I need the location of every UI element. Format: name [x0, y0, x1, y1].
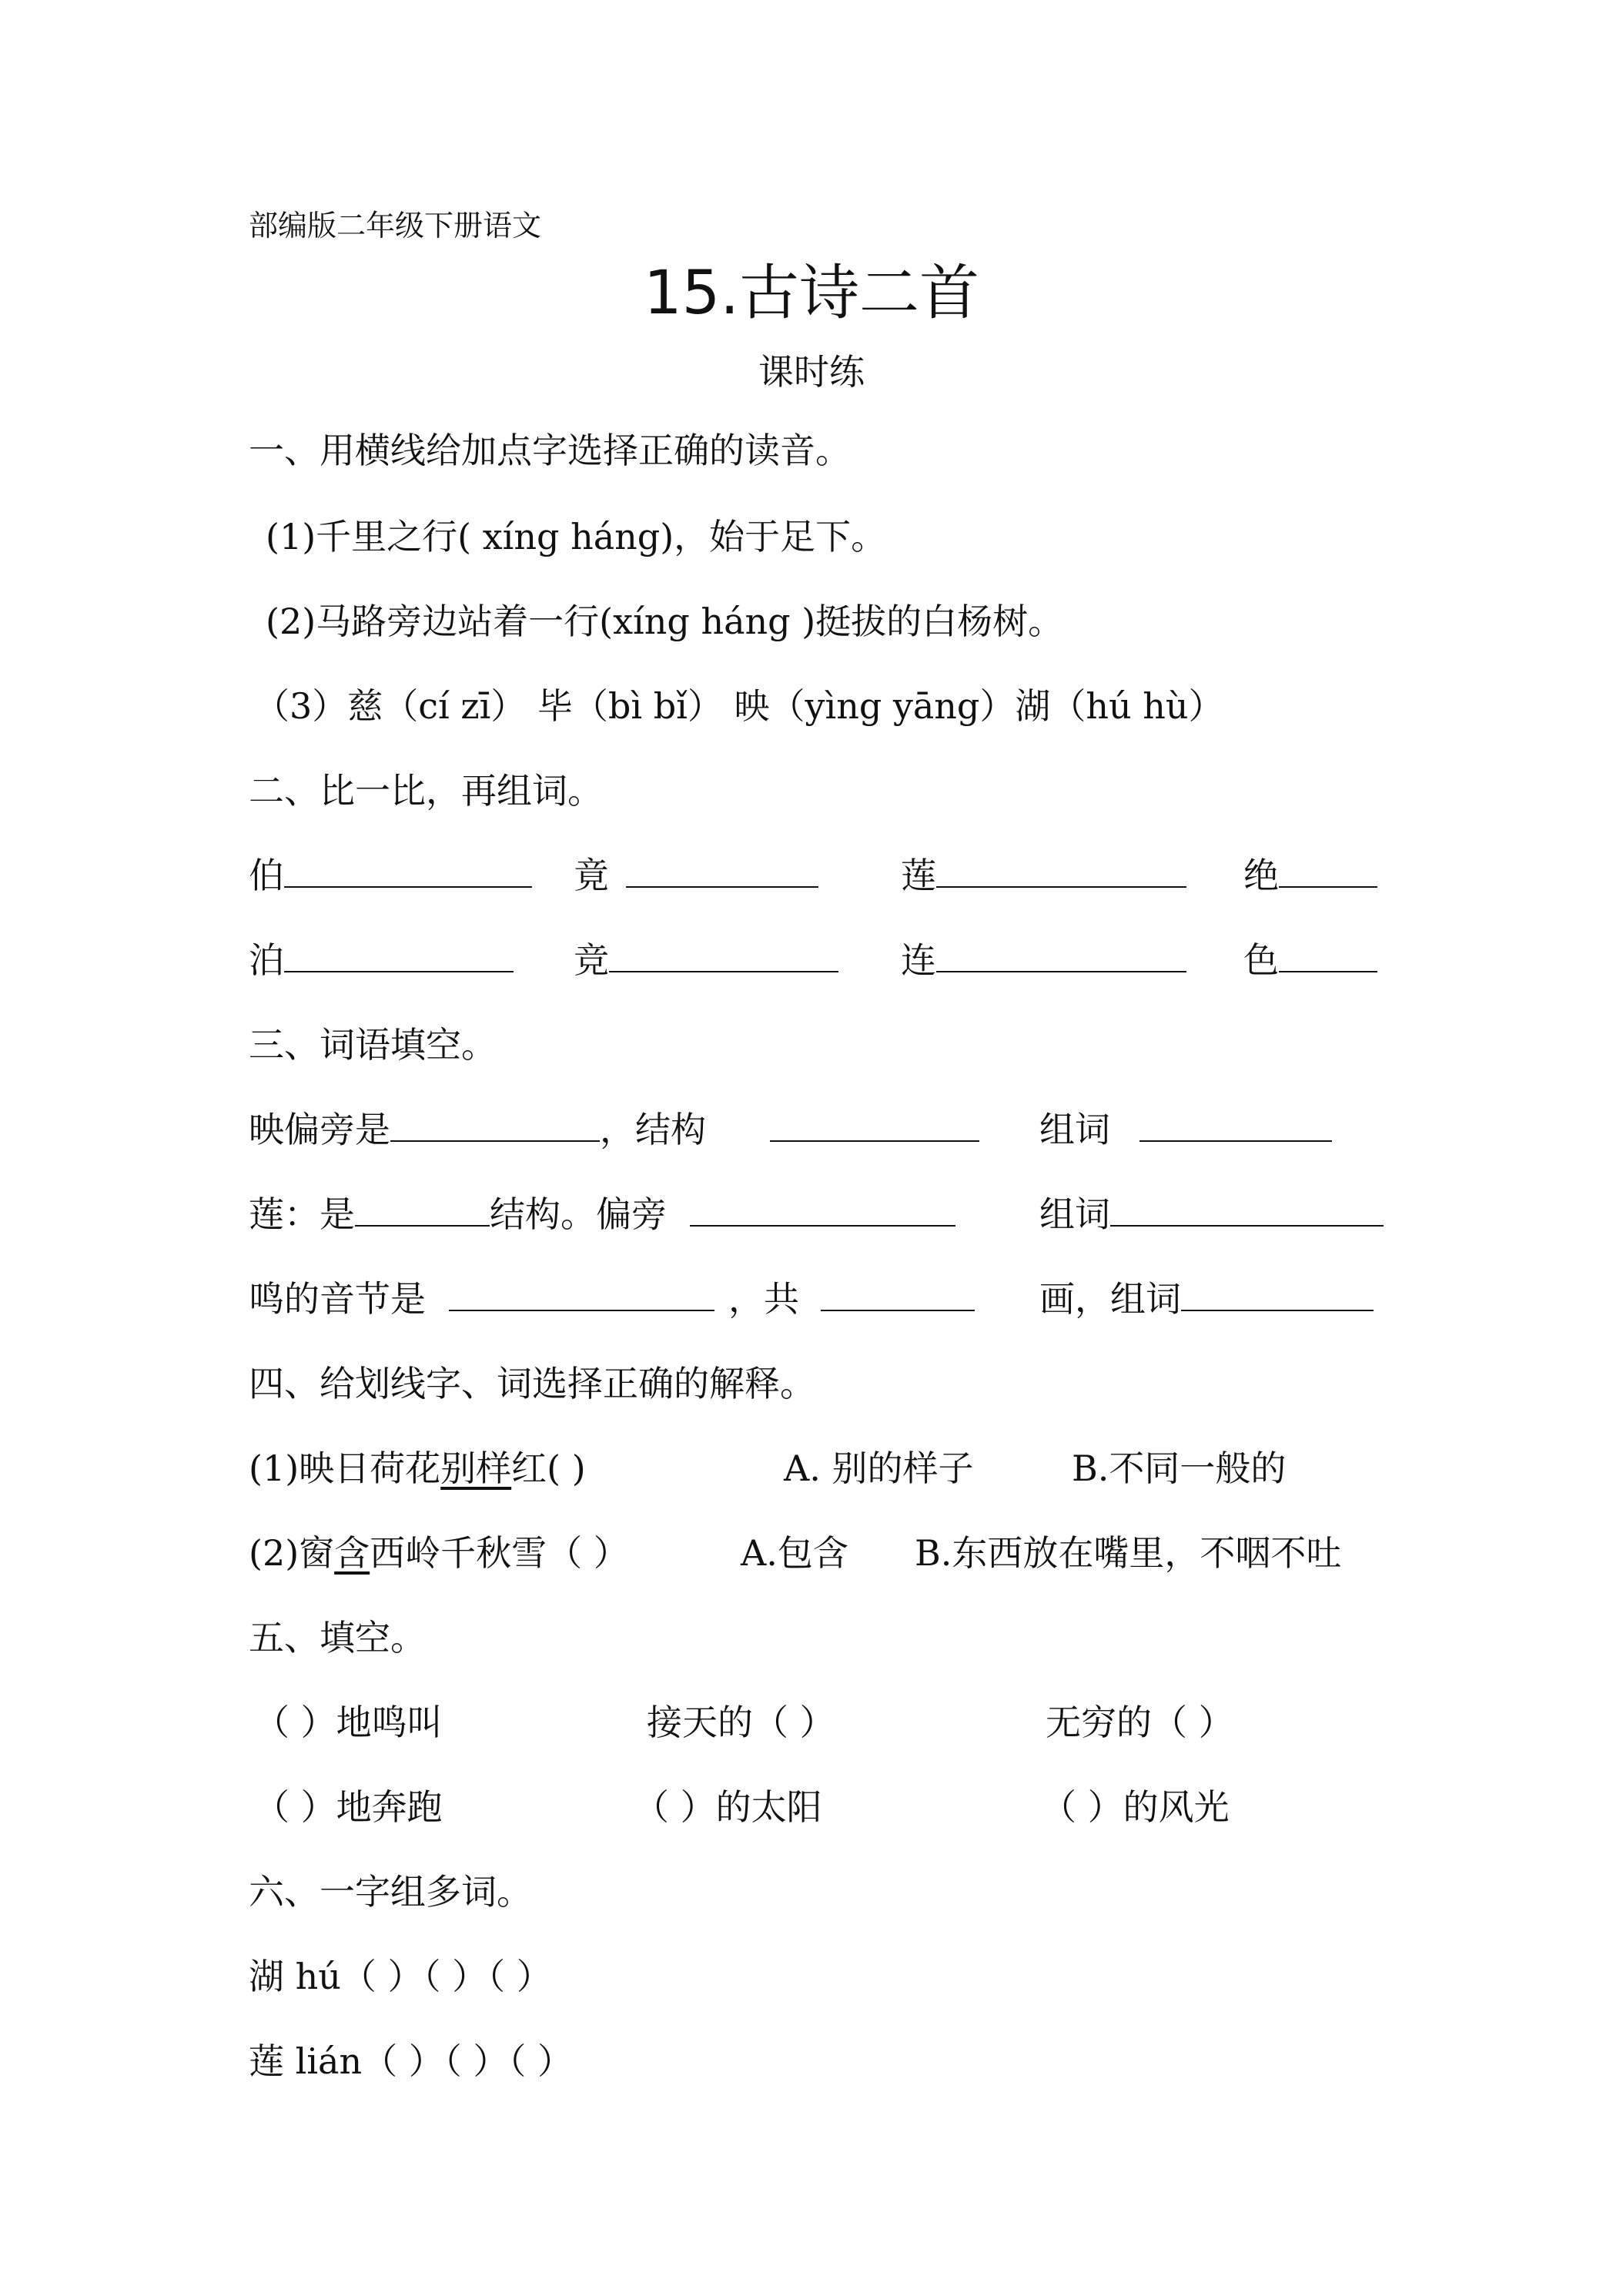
compare-item — [1243, 852, 1377, 899]
section-2-heading: 二、比一比，再组词。 — [249, 770, 603, 812]
section-5-heading: 五、填空。 — [249, 1617, 426, 1658]
compare-char: 伯 — [249, 855, 284, 896]
question-1-1: (1)千里之行( xíng háng)，始于足下。 — [266, 516, 887, 557]
question-1-2: (2)马路旁边站着一行(xíng háng )挺拔的白杨树。 — [266, 601, 1064, 642]
answer-blank[interactable] — [690, 1193, 955, 1227]
answer-blank[interactable] — [284, 854, 532, 888]
fill-text: 结构。偏旁 — [490, 1193, 667, 1235]
answer-blank[interactable] — [609, 939, 838, 972]
fill-line-2 — [249, 1191, 955, 1237]
answer-blank[interactable] — [355, 1193, 490, 1227]
fill-text: 组词 — [1039, 1193, 1110, 1235]
lesson-title: 古诗二首 — [739, 259, 980, 328]
fill-text: 画，组词 — [1039, 1278, 1181, 1320]
fill-line-3 — [249, 1276, 975, 1322]
answer-blank[interactable] — [1110, 1193, 1384, 1227]
compare-char: 绝 — [1243, 855, 1279, 896]
answer-blank[interactable] — [1279, 939, 1377, 972]
fill-line-2-word — [1039, 1191, 1384, 1237]
fill-text: 映偏旁是 — [249, 1109, 390, 1150]
compare-char: 泊 — [249, 939, 284, 981]
fill-phrase: 无穷的（ ） — [1046, 1702, 1234, 1743]
question-text: (2)窗 — [249, 1532, 335, 1574]
compare-item — [249, 937, 514, 983]
page-title — [0, 245, 1623, 331]
fill-phrase: （ ）地鸣叫 — [254, 1702, 443, 1743]
underlined-word: 别样 — [440, 1448, 512, 1489]
answer-blank[interactable] — [821, 1277, 975, 1311]
compare-item — [249, 852, 532, 899]
question-4-2 — [249, 1530, 629, 1576]
answer-blank[interactable] — [770, 1108, 979, 1142]
answer-blank[interactable] — [390, 1108, 600, 1142]
fill-line-1-blank — [770, 1106, 979, 1153]
compare-item — [901, 937, 1186, 983]
multi-word-line-1: 湖 hú（ ）（ ）（ ） — [249, 1956, 552, 1997]
question-text: 红( ) — [511, 1448, 586, 1489]
compare-item — [574, 937, 838, 983]
answer-blank[interactable] — [449, 1277, 714, 1311]
fill-phrase: （ ）的太阳 — [634, 1786, 822, 1828]
section-1-heading: 一、用横线给加点字选择正确的读音。 — [249, 430, 851, 471]
fill-text: ，结构 — [600, 1109, 706, 1150]
compare-char: 连 — [901, 939, 936, 981]
answer-blank[interactable] — [284, 939, 514, 972]
answer-blank[interactable] — [936, 854, 1186, 888]
option-4-2-b: B.东西放在嘴里，不咽不吐 — [915, 1532, 1342, 1574]
compare-char: 竞 — [574, 939, 609, 981]
compare-char: 莲 — [901, 855, 936, 896]
section-3-heading: 三、词语填空。 — [249, 1024, 497, 1066]
answer-blank[interactable] — [626, 854, 818, 888]
section-6-heading: 六、一字组多词。 — [249, 1871, 532, 1913]
fill-text: 鸣的音节是 — [249, 1278, 426, 1320]
fill-line-1 — [249, 1106, 706, 1153]
compare-char: 竟 — [574, 855, 609, 896]
answer-blank[interactable] — [1279, 854, 1377, 888]
question-text: 西岭千秋雪（ ） — [370, 1532, 629, 1574]
lesson-number: 15. — [643, 259, 740, 328]
fill-phrase: （ ）的风光 — [1041, 1786, 1230, 1828]
multi-word-line-2: 莲 lián（ ）（ ）（ ） — [249, 2040, 573, 2082]
question-1-3: （3）慈（cí zī） 毕（bì bǐ） 映（yìng yāng）湖（hú hù） — [254, 685, 1224, 727]
fill-text: 莲：是 — [249, 1193, 355, 1235]
fill-line-3-word — [1039, 1276, 1374, 1322]
option-4-1-a: A. 别的样子 — [784, 1448, 974, 1489]
question-4-1 — [249, 1445, 586, 1491]
section-4-heading: 四、给划线字、词选择正确的解释。 — [249, 1363, 815, 1404]
compare-char: 色 — [1243, 939, 1279, 981]
page-subtitle: 课时练 — [758, 351, 865, 393]
fill-phrase: （ ）地奔跑 — [254, 1786, 443, 1828]
answer-blank[interactable] — [936, 939, 1186, 972]
fill-line-1-word — [1039, 1106, 1332, 1153]
compare-item — [1243, 937, 1377, 983]
answer-blank[interactable] — [1181, 1277, 1374, 1311]
option-4-2-a: A.包含 — [741, 1532, 848, 1574]
series-label: 部编版二年级下册语文 — [249, 209, 542, 243]
compare-item — [574, 852, 818, 899]
underlined-word: 含 — [334, 1532, 370, 1574]
fill-text: 组词 — [1039, 1109, 1110, 1150]
answer-blank[interactable] — [1139, 1108, 1332, 1142]
fill-phrase: 接天的（ ） — [647, 1702, 835, 1743]
option-4-1-b: B.不同一般的 — [1072, 1448, 1287, 1489]
question-text: (1)映日荷花 — [249, 1448, 441, 1489]
fill-text: ，共 — [728, 1278, 799, 1320]
compare-item — [901, 852, 1186, 899]
